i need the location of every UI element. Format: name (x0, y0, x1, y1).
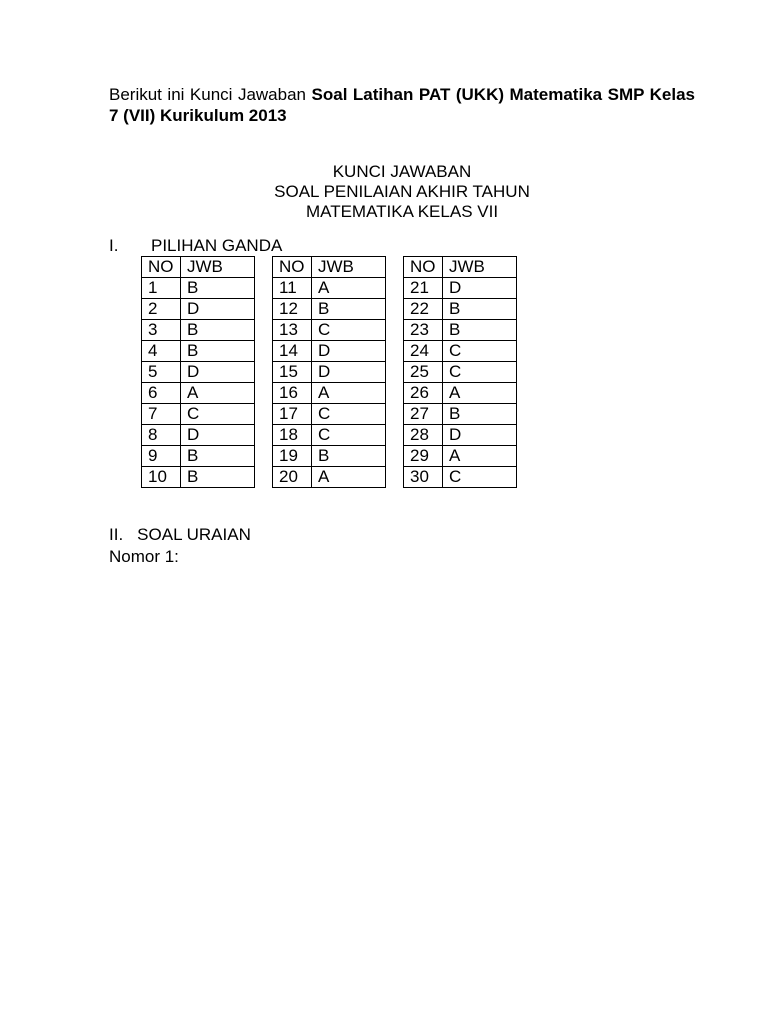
column-gap (386, 383, 404, 404)
column-gap (386, 257, 404, 278)
question-number-cell: 18 (273, 425, 312, 446)
question-number-cell: 3 (142, 320, 181, 341)
answer-cell: A (443, 383, 517, 404)
question-number-cell: 23 (404, 320, 443, 341)
question-number-cell: 2 (142, 299, 181, 320)
answer-cell: C (443, 362, 517, 383)
title-line-1: KUNCI JAWABAN (332, 162, 472, 181)
table-row (142, 299, 517, 320)
question-number-cell: 30 (404, 467, 443, 488)
answer-cell: C (312, 320, 386, 341)
column-gap (386, 404, 404, 425)
intro-bold-text: Soal Latihan PAT (UKK) Matematika SMP Kelas 7 (VII) Kurikulum 2013 (109, 85, 695, 125)
answer-cell: C (312, 425, 386, 446)
answer-cell: B (181, 467, 255, 488)
question-number-cell: 25 (404, 362, 443, 383)
table-row (142, 362, 517, 383)
column-gap (386, 299, 404, 320)
section-label: SOAL URAIAN (137, 525, 251, 544)
header-no: NO (142, 257, 181, 278)
column-gap (386, 467, 404, 488)
column-gap (255, 362, 273, 383)
question-number-cell: 20 (273, 467, 312, 488)
answer-cell: D (443, 425, 517, 446)
answer-cell: A (181, 383, 255, 404)
answer-cell: D (312, 341, 386, 362)
title-line-3: MATEMATIKA KELAS VII (305, 202, 499, 221)
answer-cell: C (443, 341, 517, 362)
answer-cell: B (443, 404, 517, 425)
column-gap (386, 425, 404, 446)
question-number-cell: 14 (273, 341, 312, 362)
question-number-cell: 16 (273, 383, 312, 404)
answer-cell: B (443, 320, 517, 341)
column-gap (255, 446, 273, 467)
answer-cell: B (181, 278, 255, 299)
answer-cell: A (312, 467, 386, 488)
table-row (142, 320, 517, 341)
column-gap (255, 299, 273, 320)
column-gap (255, 383, 273, 404)
section-number: I. (109, 236, 119, 255)
answer-cell: C (181, 404, 255, 425)
question-number-cell: 8 (142, 425, 181, 446)
question-number-cell: 10 (142, 467, 181, 488)
answer-cell: D (443, 278, 517, 299)
table-row (142, 425, 517, 446)
column-gap (386, 320, 404, 341)
question-number-label: Nomor 1: (109, 547, 179, 566)
question-number-cell: 15 (273, 362, 312, 383)
header-jwb: JWB (312, 257, 386, 278)
answer-cell: B (181, 320, 255, 341)
section-number: II. (109, 525, 124, 544)
question-number-cell: 22 (404, 299, 443, 320)
section-label: PILIHAN GANDA (151, 236, 283, 255)
question-number-cell: 9 (142, 446, 181, 467)
header-jwb: JWB (181, 257, 255, 278)
question-number-cell: 28 (404, 425, 443, 446)
header-jwb: JWB (443, 257, 517, 278)
question-number-cell: 26 (404, 383, 443, 404)
column-gap (255, 341, 273, 362)
answer-cell: A (312, 383, 386, 404)
answer-cell: B (312, 446, 386, 467)
section-heading-essay (109, 525, 251, 545)
answer-cell: C (443, 467, 517, 488)
answer-cell: A (443, 446, 517, 467)
question-number-cell: 4 (142, 341, 181, 362)
table-row (142, 467, 517, 488)
table-row (142, 446, 517, 467)
question-number-cell: 29 (404, 446, 443, 467)
column-gap (255, 425, 273, 446)
answer-cell: B (443, 299, 517, 320)
table-row (142, 341, 517, 362)
title-line-2: SOAL PENILAIAN AKHIR TAHUN (274, 182, 530, 201)
column-gap (386, 446, 404, 467)
answer-cell: D (181, 425, 255, 446)
answer-cell: B (181, 341, 255, 362)
question-number-cell: 24 (404, 341, 443, 362)
answer-cell: D (312, 362, 386, 383)
answer-key-table (141, 256, 517, 488)
column-gap (386, 362, 404, 383)
column-gap (255, 278, 273, 299)
question-number-cell: 6 (142, 383, 181, 404)
question-number-cell: 7 (142, 404, 181, 425)
answer-cell: B (181, 446, 255, 467)
question-number-cell: 12 (273, 299, 312, 320)
table-row (142, 404, 517, 425)
column-gap (255, 404, 273, 425)
answer-cell: C (312, 404, 386, 425)
column-gap (255, 320, 273, 341)
table-header-row (142, 257, 517, 278)
question-number-cell: 27 (404, 404, 443, 425)
answer-cell: B (312, 299, 386, 320)
header-no: NO (404, 257, 443, 278)
header-no: NO (273, 257, 312, 278)
table-row (142, 383, 517, 404)
answer-cell: A (312, 278, 386, 299)
column-gap (255, 467, 273, 488)
question-number-cell: 21 (404, 278, 443, 299)
column-gap (386, 278, 404, 299)
answer-cell: D (181, 362, 255, 383)
column-gap (386, 341, 404, 362)
question-number-cell: 11 (273, 278, 312, 299)
intro-paragraph (109, 84, 695, 126)
question-number-cell: 5 (142, 362, 181, 383)
table-row (142, 278, 517, 299)
question-number-cell: 19 (273, 446, 312, 467)
intro-text: Berikut ini Kunci Jawaban (109, 85, 312, 104)
column-gap (255, 257, 273, 278)
question-number-cell: 1 (142, 278, 181, 299)
question-number-cell: 17 (273, 404, 312, 425)
answer-cell: D (181, 299, 255, 320)
question-number-cell: 13 (273, 320, 312, 341)
